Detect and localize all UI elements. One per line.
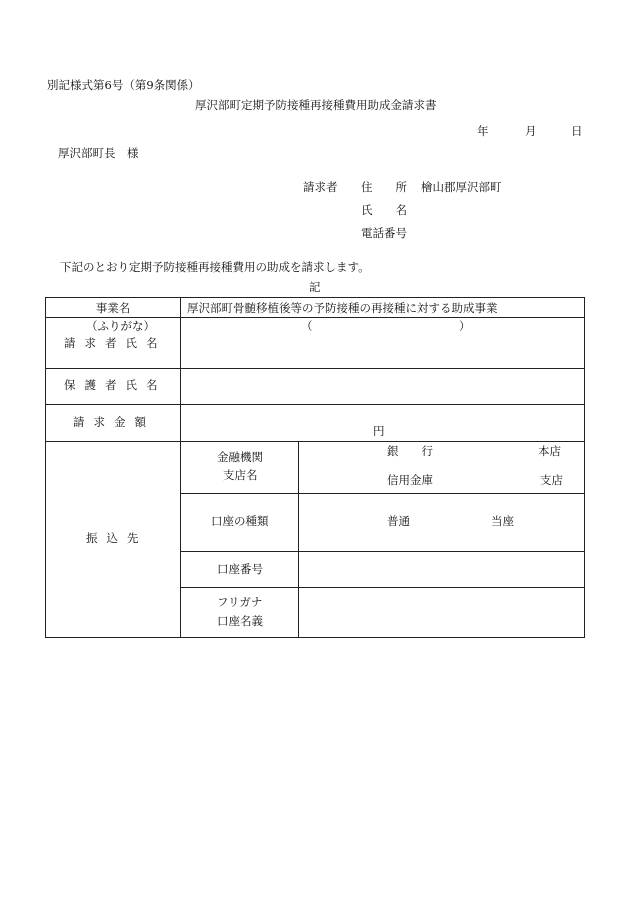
- amount-unit: 円: [373, 424, 385, 438]
- date-month-label: 月: [525, 124, 537, 138]
- amount-field[interactable]: [181, 405, 585, 442]
- paren-close: ）: [459, 319, 471, 333]
- date-day-label: 日: [571, 124, 583, 138]
- account-type-ordinary[interactable]: 普通: [387, 514, 410, 528]
- account-number-field[interactable]: [299, 552, 585, 588]
- bank-field[interactable]: [299, 442, 585, 494]
- account-type-label-cell: [181, 494, 299, 552]
- date-year-label: 年: [477, 124, 489, 138]
- requester-name-field[interactable]: [181, 318, 585, 369]
- name-label: 氏 名: [361, 203, 407, 217]
- account-holder-label: 口座名義: [217, 614, 263, 628]
- paren-open: （: [301, 319, 313, 333]
- guardian-name-row: [46, 369, 585, 405]
- account-type-current[interactable]: 当座: [491, 514, 514, 528]
- bank-row: [46, 442, 585, 494]
- account-holder-label-cell: [181, 588, 299, 638]
- guardian-name-field[interactable]: [181, 369, 585, 405]
- branch: 支店: [540, 473, 563, 487]
- request-table: [45, 297, 585, 638]
- project-value: 厚沢部町骨髄移植後等の予防接種の再接種に対する助成事業: [181, 298, 585, 318]
- account-type-field[interactable]: [299, 494, 585, 552]
- address-label: 住 所: [361, 180, 407, 194]
- branch-name-label: 支店名: [223, 468, 258, 482]
- project-label: 事業名: [46, 298, 181, 318]
- account-number-label: 口座番号: [217, 562, 263, 576]
- account-holder-field[interactable]: [299, 588, 585, 638]
- addressee: 厚沢部町長 様: [58, 146, 139, 160]
- requester-name-label-cell: [46, 318, 181, 369]
- address-value: 檜山郡厚沢部町: [421, 180, 502, 194]
- requester-name-row: [46, 318, 585, 369]
- kana-label: フリガナ: [217, 595, 263, 609]
- transfer-label-cell: [46, 442, 181, 638]
- form-title: 厚沢部町定期予防接種再接種費用助成金請求書: [195, 98, 437, 112]
- bank-type: 銀 行: [387, 444, 433, 458]
- phone-label: 電話番号: [361, 226, 407, 240]
- requester-name-label: 請求者氏名: [64, 336, 167, 350]
- credit-union: 信用金庫: [387, 473, 433, 487]
- ki-marker: 記: [309, 280, 321, 294]
- bank-label-cell: [181, 442, 299, 494]
- amount-row: [46, 405, 585, 442]
- amount-label: 請求金額: [73, 415, 155, 429]
- account-type-label: 口座の種類: [211, 514, 269, 528]
- account-number-label-cell: [181, 552, 299, 588]
- form-number: 別記様式第6号（第9条関係）: [47, 78, 200, 92]
- main-branch: 本店: [538, 444, 561, 458]
- request-statement: 下記のとおり定期予防接種再接種費用の助成を請求します。: [60, 260, 370, 274]
- furigana-label: （ふりがな）: [86, 319, 155, 333]
- amount-label-cell: [46, 405, 181, 442]
- guardian-name-label-cell: [46, 369, 181, 405]
- bank-label: 金融機関: [217, 450, 263, 464]
- guardian-name-label: 保護者氏名: [64, 378, 167, 392]
- transfer-label: 振込先: [86, 530, 148, 545]
- requester-label: 請求者: [303, 180, 338, 194]
- project-row: [46, 298, 585, 318]
